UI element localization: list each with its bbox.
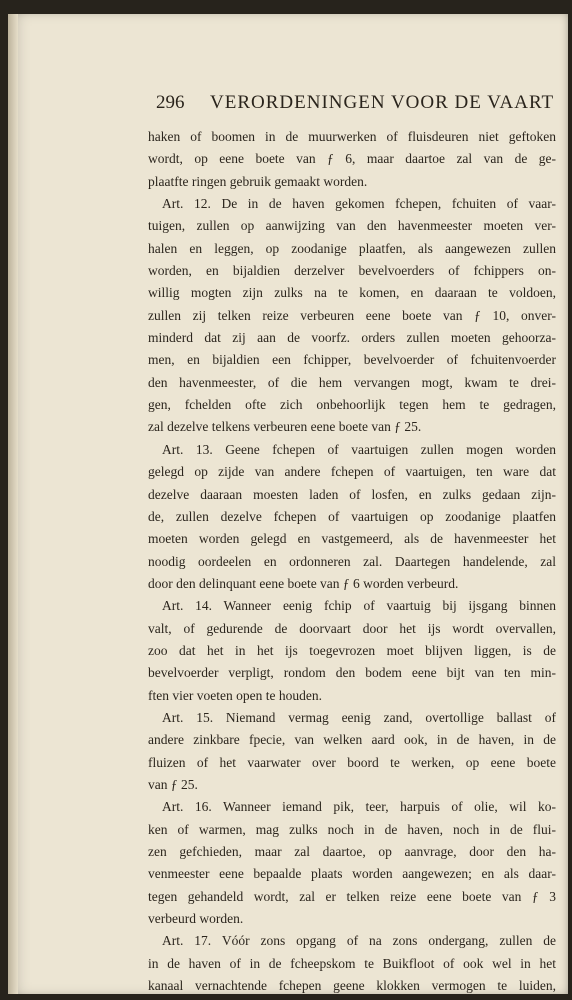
text-line: Art. 15. Niemand vermag eenig zand, overtollige ballast of: [162, 709, 556, 725]
text-line: haken of boomen in de muurwerken of fluisdeuren niet geftoken: [148, 129, 556, 144]
text-line: bevelvoerder verpligt, rondom den bodem eene bijt van ten min-: [148, 665, 556, 681]
text-line: dezelve daaraan moesten laden of losfen, en zulks gedaan zijn-: [148, 486, 556, 502]
text-line: Art. 12. De in de haven gekomen fchepen, fchuiten of vaar-: [162, 196, 556, 212]
text-line: minderd dat zij aan de voorfz. orders zullen moeten gehoorza-: [148, 330, 556, 346]
text-line: Art. 14. Wanneer eenig fchip of vaartuig bij ijsgang binnen: [162, 598, 556, 614]
text-line: zoo dat het in het ijs toegevrozen moet blijven liggen, is de: [148, 642, 556, 658]
body-text: [148, 126, 556, 997]
text-line: moeten worden gelegd en vastgemeerd, als de havenmeester het: [148, 531, 556, 547]
text-line: men, en bijaldien een fchipper, bevelvoerder of fchuitenvoerder: [148, 352, 556, 368]
text-line: andere zinkbare fpecie, van welken aard ook, in de haven, in de: [148, 732, 556, 748]
text-line: zen gefchieden, maar zal daartoe, op aanvrage, door den ha-: [148, 844, 556, 859]
text-line: gen, fchelden ofte zich onbehoorlijk tegen hem te gedragen,: [148, 397, 556, 413]
page-number: 296: [156, 92, 185, 113]
text-line: ften vier voeten open te houden.: [148, 687, 322, 703]
text-line: Art. 17. Vóór zons opgang of na zons ondergang, zullen de: [162, 933, 556, 949]
text-line: tegen gehandeld wordt, zal er telken reize eene boete van ƒ 3: [148, 888, 556, 904]
text-line: van ƒ 25.: [148, 776, 198, 792]
text-line: Art. 16. Wanneer iemand pik, teer, harpuis of olie, wil ko-: [162, 799, 556, 815]
text-line: plaatfte ringen gebruik gemaakt worden.: [148, 173, 368, 189]
text-line: zal dezelve telkens verbeuren eene boete van ƒ 25.: [148, 419, 422, 435]
text-line: de, zullen dezelve fchepen of vaartuigen op zoodanige plaatfen: [148, 508, 556, 524]
text-line: halen en leggen, op zoodanige plaatfen, als aangewezen zullen: [148, 240, 556, 256]
book-page: [8, 14, 568, 994]
running-header: [156, 92, 555, 120]
text-line: door den delinquant eene boete van ƒ 6 worden verbeurd.: [148, 575, 459, 591]
text-line: zullen zij telken reize verbeuren eene boete van ƒ 10, onver-: [148, 307, 556, 323]
text-line: in de haven of in de fcheepskom te Buikfloot of ook wel in het: [148, 955, 556, 971]
text-line: kanaal vernachtende fchepen geene klokken vermogen te luiden,: [148, 978, 556, 994]
text-line: ken of warmen, mag zulks noch in de haven, noch in de flui-: [148, 821, 556, 837]
text-line: noodig oordeelen en ordonneren zal. Daartegen handelende, zal: [148, 553, 556, 569]
text-line: tuigen, zullen op aanwijzing van den havenmeester moeten ver-: [148, 218, 556, 234]
text-line: fluizen of het vaarwater over boord te werken, op eene boete: [148, 754, 556, 770]
running-title: VERORDENINGEN VOOR DE VAART: [210, 92, 555, 113]
text-line: valt, of gedurende de doorvaart door het ijs wordt overvallen,: [148, 620, 556, 636]
text-line: willig mogten zijn zulks na te komen, en daaraan te voldoen,: [148, 285, 556, 301]
text-line: verbeurd worden.: [148, 911, 244, 927]
text-line: venmeester eene bepaalde plaats worden aangewezen; en als daar-: [148, 866, 556, 882]
text-line: worden, en bijaldien derzelver bevelvoerders of fchippers on-: [148, 263, 556, 279]
text-line: den havenmeester, of die hem vervangen mogt, kwam te drei-: [148, 374, 556, 390]
text-line: gelegd op zijde van andere fchepen of vaartuigen, ten ware dat: [148, 464, 556, 480]
page-gutter-shadow: [8, 14, 18, 994]
text-line: wordt, op eene boete van ƒ 6, maar daartoe zal van de ge-: [148, 151, 556, 167]
text-line: Art. 13. Geene fchepen of vaartuigen zullen mogen worden: [162, 441, 556, 457]
